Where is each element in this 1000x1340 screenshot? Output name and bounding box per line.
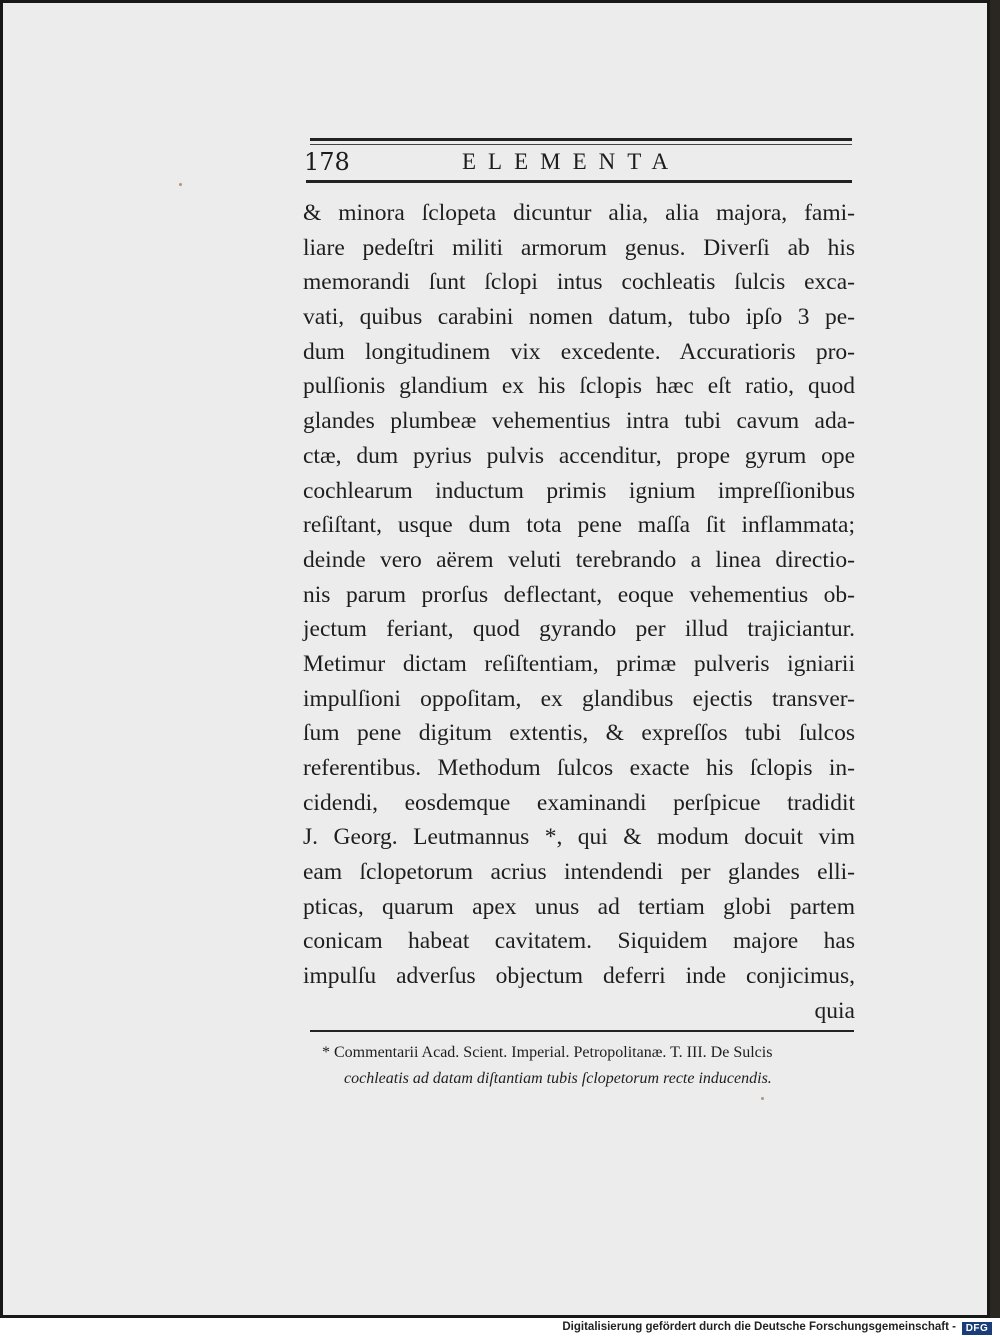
text-line: nis parum prorſus deflectant, eoque vehementius ob-: [303, 581, 855, 608]
funding-credit: Digitalisierung gefördert durch die Deutsche Forschungsgemeinschaft -: [562, 1321, 956, 1333]
text-line: cidendi, eosdemque examinandi perſpicue tradidit: [303, 789, 855, 816]
footnote-line: * Commentarii Acad. Scient. Imperial. Petropolitanæ. T. III. De Sulcis: [322, 1044, 773, 1061]
dfg-logo[interactable]: DFG: [962, 1322, 992, 1335]
running-head: ELEMENTA: [462, 149, 681, 174]
text-line: ſum pene digitum extentis, & expreſſos tubi ſulcos: [303, 720, 855, 747]
catchword: quia: [814, 997, 855, 1024]
text-line: eam ſclopetorum acrius intendendi per glandes elli-: [303, 859, 855, 886]
footnote-line: cochleatis ad datam diſtantiam tubis ſclopetorum recte inducendis.: [344, 1070, 772, 1087]
text-line: deinde vero aërem veluti terebrando a linea directio-: [303, 546, 855, 573]
text-line: impulſu adverſus objectum deferri inde conjicimus,: [303, 963, 855, 990]
footnote-rule: [310, 1030, 854, 1032]
text-line: referentibus. Methodum ſulcos exacte his ſclopis in-: [303, 755, 855, 781]
body-text: [303, 196, 855, 1029]
text-line: cochlearum inductum primis ignium impreſſionibus: [303, 477, 855, 504]
text-line: jectum feriant, quod gyrando per illud trajiciantur.: [303, 616, 855, 643]
header-rule-top: [310, 138, 852, 141]
page-number: 178: [304, 148, 350, 176]
text-line: pticas, quarum apex unus ad tertiam globi partem: [303, 893, 855, 920]
text-line: vati, quibus carabini nomen datum, tubo ipſo 3 pe-: [303, 304, 855, 331]
text-line: impulſioni oppoſitam, ex glandibus ejectis transver-: [303, 685, 855, 712]
text-line: pulſionis glandium ex his ſclopis hæc eſt ratio, quod: [303, 373, 855, 400]
text-line: & minora ſclopeta dicuntur alia, alia majora, fami-: [303, 200, 855, 226]
text-line: liare pedeſtri militi armorum genus. Diverſi ab his: [303, 234, 855, 261]
text-line: Metimur dictam reſiſtentiam, primæ pulveris igniarii: [303, 650, 855, 677]
paper-speck: [179, 183, 182, 186]
header-rule-top-thin: [310, 144, 852, 145]
text-line: conicam habeat cavitatem. Siquidem majore has: [303, 928, 855, 955]
footnote: [322, 1040, 852, 1092]
text-line: glandes plumbeæ vehementius intra tubi cavum ada-: [303, 408, 855, 435]
text-line: reſiſtant, usque dum tota pene maſſa ſit inflammata;: [303, 512, 855, 539]
page-edge-shadow: [990, 0, 1000, 1318]
text-line: dum longitudinem vix excedente. Accuratioris pro-: [303, 338, 855, 365]
header-rule-bottom: [306, 180, 852, 183]
paper-speck: [761, 1097, 764, 1100]
text-line: J. Georg. Leutmannus *, qui & modum docuit vim: [303, 824, 855, 851]
text-line: memorandi ſunt ſclopi intus cochleatis ſulcis exca-: [303, 269, 855, 296]
text-line: ctæ, dum pyrius pulvis accenditur, prope gyrum ope: [303, 442, 855, 469]
